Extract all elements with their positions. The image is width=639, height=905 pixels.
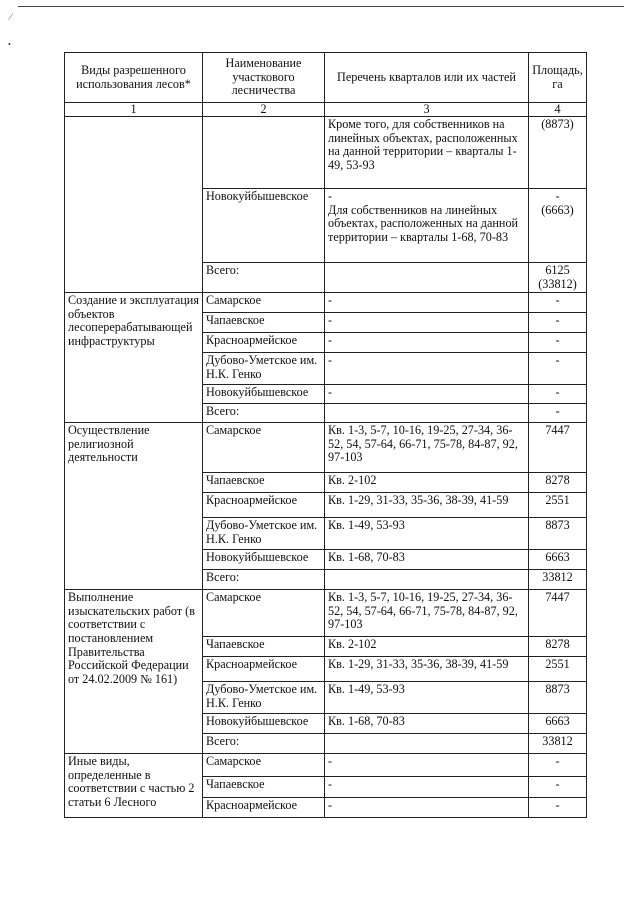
cell-area: 6663: [529, 714, 587, 734]
cell-quarters: -: [325, 798, 529, 818]
cell-quarters: [325, 189, 529, 263]
total-area: 6125: [545, 263, 570, 277]
cell-area: (8873): [529, 117, 587, 189]
cell-area: 7447: [529, 423, 587, 473]
cell-quarters: [325, 404, 529, 423]
cell-forestry-name: Всего:: [203, 570, 325, 590]
cell-area: 8873: [529, 518, 587, 550]
cell-area: 33812: [529, 570, 587, 590]
cell-area: -: [529, 777, 587, 798]
cell-quarters: Кв. 1-3, 5-7, 10-16, 19-25, 27-34, 36-52, 54, 57-64, 66-71, 75-78, 84-87, 92, 97-103: [325, 590, 529, 637]
cell-quarters: Кв. 1-68, 70-83: [325, 714, 529, 734]
header-col-2: Наименование участкового лесничества: [203, 53, 325, 103]
cell-area: -: [529, 754, 587, 777]
cell-area: -: [529, 333, 587, 353]
cell-area: 8278: [529, 473, 587, 493]
column-number: 1: [65, 103, 203, 117]
header-col-1: Виды разрешенного использования лесов*: [65, 53, 203, 103]
table-row: [65, 754, 587, 777]
cell-forestry-name: Самарское: [203, 590, 325, 637]
cell-forestry-name: Красноармейское: [203, 493, 325, 518]
cell-quarters: [325, 734, 529, 754]
cell-quarters: -: [325, 293, 529, 313]
area-dash: -: [555, 189, 560, 203]
cell-quarters: -: [325, 333, 529, 353]
continued-use-type-cell: [65, 117, 203, 293]
cell-quarters: Кв. 2-102: [325, 473, 529, 493]
cell-quarters: [325, 570, 529, 590]
cell-forestry-name: Самарское: [203, 423, 325, 473]
cell-forestry-name: Самарское: [203, 754, 325, 777]
table-row: [65, 423, 587, 473]
forest-use-table: [64, 52, 587, 818]
cell-forestry-name: Дубово-Уметское им. Н.К. Генко: [203, 682, 325, 714]
cell-forestry-name: Дубово-Уметское им. Н.К. Генко: [203, 518, 325, 550]
cell-area: [529, 189, 587, 263]
cell-area: -: [529, 353, 587, 385]
table-row: [65, 590, 587, 637]
cell-forestry-name: Новокуйбышевское: [203, 714, 325, 734]
cell-area: [529, 263, 587, 293]
cell-quarters: Кв. 1-68, 70-83: [325, 550, 529, 570]
cell-area: -: [529, 798, 587, 818]
cell-forestry-name: Чапаевское: [203, 313, 325, 333]
cell-area: -: [529, 385, 587, 404]
cell-quarters: Кв. 1-49, 53-93: [325, 682, 529, 714]
cell-area: 6663: [529, 550, 587, 570]
cell-quarters: -: [325, 385, 529, 404]
cell-quarters: Кв. 1-49, 53-93: [325, 518, 529, 550]
continued-forestry-cell: [203, 117, 325, 189]
use-type-cell: Создание и эксплуатация объектов лесоперерабатывающей инфраструктуры: [65, 293, 203, 423]
cell-forestry-name: Чапаевское: [203, 637, 325, 657]
cell-forestry-name: Чапаевское: [203, 777, 325, 798]
cell-quarters: [325, 263, 529, 293]
cell-area: 8873: [529, 682, 587, 714]
cell-area: -: [529, 404, 587, 423]
cell-area: 33812: [529, 734, 587, 754]
scan-dot: •: [8, 40, 11, 49]
cell-forestry-name: Новокуйбышевское: [203, 189, 325, 263]
column-number: 4: [529, 103, 587, 117]
column-number: 3: [325, 103, 529, 117]
cell-forestry-name: Чапаевское: [203, 473, 325, 493]
cell-forestry-name: Всего:: [203, 734, 325, 754]
cell-forestry-name: Красноармейское: [203, 333, 325, 353]
cell-total-label: Всего:: [203, 263, 325, 293]
cell-quarters: Кв. 2-102: [325, 637, 529, 657]
cell-area: -: [529, 313, 587, 333]
use-type-cell: Иные виды, определенные в соответствии с частью 2 статьи 6 Лесного: [65, 754, 203, 818]
cell-area: 8278: [529, 637, 587, 657]
use-type-cell: Выполнение изыскательских работ (в соответствии с постановлением Правительства Российской Федерации от 24.02.2009 № 161): [65, 590, 203, 754]
top-border-line: [18, 6, 624, 7]
cell-quarters: -: [325, 777, 529, 798]
header-col-4: Площадь, га: [529, 53, 587, 103]
cell-quarters: Кроме того, для собственников на линейных объектах, расположенных на данной территории – кварталы 1-49, 53-93: [325, 117, 529, 189]
cell-quarters: Кв. 1-3, 5-7, 10-16, 19-25, 27-34, 36-52, 54, 57-64, 66-71, 75-78, 84-87, 92, 97-103: [325, 423, 529, 473]
header-col-3: Перечень кварталов или их частей: [325, 53, 529, 103]
cell-forestry-name: Красноармейское: [203, 798, 325, 818]
table-row: [65, 293, 587, 313]
cell-forestry-name: Новокуйбышевское: [203, 385, 325, 404]
cell-area: 2551: [529, 493, 587, 518]
cell-quarters: -: [325, 754, 529, 777]
area-value: (6663): [541, 202, 574, 217]
cell-quarters: Кв. 1-29, 31-33, 35-36, 38-39, 41-59: [325, 493, 529, 518]
cell-quarters: -: [325, 353, 529, 385]
cell-forestry-name: Всего:: [203, 404, 325, 423]
quarters-dash: -: [328, 189, 333, 203]
cell-forestry-name: Самарское: [203, 293, 325, 313]
cell-forestry-name: Красноармейское: [203, 657, 325, 682]
total-area-paren: (33812): [538, 276, 577, 291]
cell-area: 2551: [529, 657, 587, 682]
cell-area: 7447: [529, 590, 587, 637]
quarters-text: Для собственников на линейных объектах, расположенных на данной территории – кварталы 1-68, 70-83: [328, 202, 519, 244]
use-type-cell: Осуществление религиозной деятельности: [65, 423, 203, 590]
cell-forestry-name: Дубово-Уметское им. Н.К. Генко: [203, 353, 325, 385]
cell-quarters: Кв. 1-29, 31-33, 35-36, 38-39, 41-59: [325, 657, 529, 682]
scan-mark: ⁄: [10, 12, 12, 23]
cell-quarters: -: [325, 313, 529, 333]
cell-forestry-name: Новокуйбышевское: [203, 550, 325, 570]
column-number: 2: [203, 103, 325, 117]
cell-area: -: [529, 293, 587, 313]
